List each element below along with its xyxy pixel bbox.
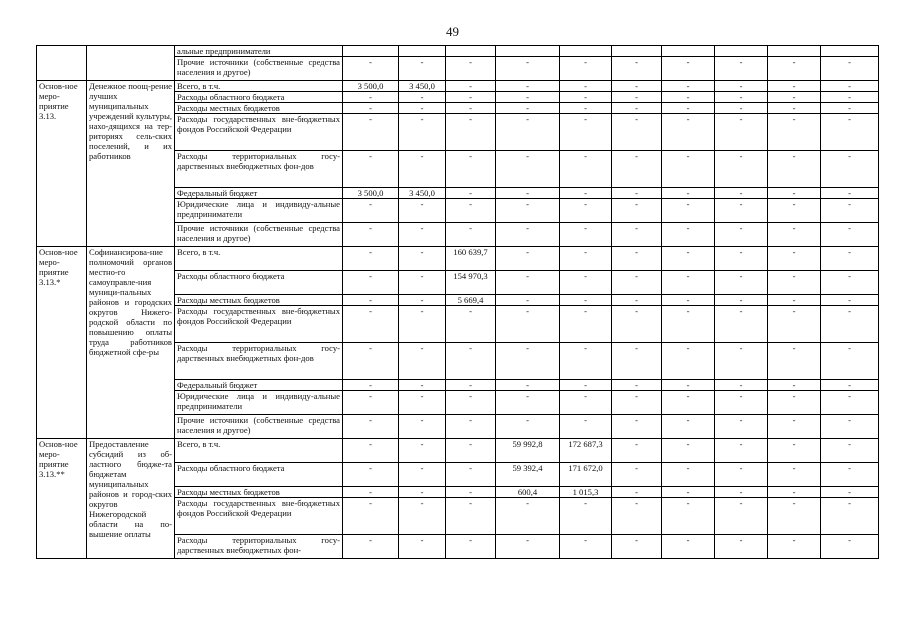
amount-cell: - — [343, 306, 399, 343]
amount-cell: - — [560, 92, 612, 103]
amount-cell: - — [446, 57, 496, 81]
amount-cell — [496, 46, 560, 57]
amount-cell: - — [612, 415, 662, 439]
amount-cell: - — [612, 535, 662, 559]
amount-cell: - — [446, 463, 496, 487]
amount-cell: - — [560, 151, 612, 188]
amount-cell: - — [446, 151, 496, 188]
amount-cell: - — [715, 535, 768, 559]
amount-cell: - — [343, 271, 399, 295]
amount-cell — [446, 46, 496, 57]
amount-cell: - — [612, 57, 662, 81]
amount-cell: - — [821, 247, 879, 271]
amount-cell: - — [612, 391, 662, 415]
amount-cell: - — [399, 535, 446, 559]
amount-cell: - — [560, 57, 612, 81]
amount-cell: - — [560, 415, 612, 439]
amount-cell: - — [821, 391, 879, 415]
amount-cell: - — [343, 535, 399, 559]
measure-code-cell: Основ-ное меро-приятие 3.13. — [37, 81, 87, 247]
amount-cell: - — [715, 463, 768, 487]
amount-cell: - — [399, 223, 446, 247]
amount-cell: - — [446, 188, 496, 199]
amount-cell: - — [496, 535, 560, 559]
amount-cell: - — [662, 188, 715, 199]
amount-cell: - — [612, 306, 662, 343]
amount-cell: 600,4 — [496, 487, 560, 498]
amount-cell: - — [715, 306, 768, 343]
amount-cell: - — [446, 306, 496, 343]
amount-cell: - — [496, 114, 560, 151]
amount-cell: - — [560, 271, 612, 295]
amount-cell: - — [821, 92, 879, 103]
amount-cell: - — [715, 415, 768, 439]
amount-cell: 3 500,0 — [343, 81, 399, 92]
amount-cell: - — [343, 199, 399, 223]
amount-cell: - — [496, 391, 560, 415]
amount-cell: - — [821, 487, 879, 498]
amount-cell: - — [399, 151, 446, 188]
amount-cell: - — [560, 306, 612, 343]
amount-cell: - — [768, 271, 821, 295]
amount-cell: - — [715, 247, 768, 271]
funding-source-cell: Всего, в т.ч. — [175, 81, 343, 92]
amount-cell: - — [768, 199, 821, 223]
amount-cell: - — [612, 295, 662, 306]
amount-cell: - — [496, 151, 560, 188]
funding-source-cell: Расходы государственных вне-бюджетных фондов Российской Федерации — [175, 306, 343, 343]
amount-cell: - — [662, 439, 715, 463]
amount-cell: - — [715, 103, 768, 114]
amount-cell: - — [496, 380, 560, 391]
amount-cell: - — [496, 247, 560, 271]
amount-cell: - — [343, 415, 399, 439]
table-row — [37, 81, 879, 92]
amount-cell: - — [446, 439, 496, 463]
funding-source-cell: Расходы государственных вне-бюджетных фондов Российской Федерации — [175, 498, 343, 535]
amount-cell: - — [612, 463, 662, 487]
amount-cell: - — [662, 415, 715, 439]
measure-name-cell: Софинансирова-ние полномочий органов местно-го самоуправле-ния муници-пальных районов и городских округов Нижего-родской области по повышению оплаты труда работников бюджетной сфе-ры — [87, 247, 175, 439]
measure-code-cell: Основ-ное меро-приятие 3.13.* — [37, 247, 87, 439]
amount-cell: 160 639,7 — [446, 247, 496, 271]
amount-cell: - — [768, 295, 821, 306]
amount-cell: - — [446, 535, 496, 559]
amount-cell: - — [399, 295, 446, 306]
amount-cell: - — [343, 295, 399, 306]
amount-cell — [768, 46, 821, 57]
amount-cell: 3 450,0 — [399, 188, 446, 199]
amount-cell: - — [662, 535, 715, 559]
amount-cell: - — [768, 92, 821, 103]
amount-cell: - — [496, 271, 560, 295]
amount-cell: - — [399, 487, 446, 498]
amount-cell: - — [662, 114, 715, 151]
amount-cell: - — [662, 391, 715, 415]
amount-cell: - — [715, 343, 768, 380]
amount-cell: 59 392,4 — [496, 463, 560, 487]
amount-cell: - — [560, 223, 612, 247]
funding-source-cell: Федеральный бюджет — [175, 188, 343, 199]
amount-cell: - — [662, 223, 715, 247]
amount-cell: - — [496, 223, 560, 247]
measure-code-cell — [37, 46, 87, 81]
amount-cell: - — [560, 81, 612, 92]
amount-cell: - — [399, 114, 446, 151]
amount-cell: - — [343, 391, 399, 415]
amount-cell: - — [662, 92, 715, 103]
amount-cell: - — [715, 57, 768, 81]
amount-cell: - — [768, 223, 821, 247]
amount-cell: - — [768, 114, 821, 151]
amount-cell: - — [560, 199, 612, 223]
funding-source-cell: Юридические лица и индивиду-альные предприниматели — [175, 199, 343, 223]
amount-cell: - — [446, 103, 496, 114]
amount-cell: - — [446, 199, 496, 223]
amount-cell — [715, 46, 768, 57]
amount-cell: - — [821, 295, 879, 306]
amount-cell — [343, 46, 399, 57]
amount-cell: - — [343, 487, 399, 498]
amount-cell: 172 687,3 — [560, 439, 612, 463]
amount-cell: - — [821, 498, 879, 535]
amount-cell: - — [715, 81, 768, 92]
amount-cell — [560, 46, 612, 57]
amount-cell: - — [715, 391, 768, 415]
funding-source-cell: альные предприниматели — [175, 46, 343, 57]
measure-name-cell: Предоставление субсидий из об-ластного бюдже-та бюджетам муниципальных районов и город-ских округов Нижегородской области на по-вышение оплаты — [87, 439, 175, 559]
funding-source-cell: Расходы территориальных госу-дарственных внебюджетных фон-дов — [175, 151, 343, 188]
amount-cell: - — [560, 391, 612, 415]
amount-cell: - — [399, 199, 446, 223]
funding-source-cell: Расходы областного бюджета — [175, 271, 343, 295]
amount-cell: - — [662, 487, 715, 498]
amount-cell: - — [496, 57, 560, 81]
amount-cell: 171 672,0 — [560, 463, 612, 487]
amount-cell: - — [768, 151, 821, 188]
amount-cell: - — [662, 463, 715, 487]
amount-cell: - — [821, 439, 879, 463]
amount-cell: - — [560, 343, 612, 380]
amount-cell: - — [612, 199, 662, 223]
amount-cell: - — [612, 487, 662, 498]
amount-cell: - — [768, 498, 821, 535]
amount-cell: 3 500,0 — [343, 188, 399, 199]
amount-cell: - — [612, 114, 662, 151]
amount-cell: - — [768, 247, 821, 271]
amount-cell: - — [768, 391, 821, 415]
amount-cell: - — [343, 439, 399, 463]
amount-cell: - — [612, 247, 662, 271]
amount-cell: 5 669,4 — [446, 295, 496, 306]
amount-cell: - — [662, 57, 715, 81]
funding-source-cell: Расходы областного бюджета — [175, 92, 343, 103]
funding-source-cell: Всего, в т.ч. — [175, 439, 343, 463]
amount-cell: - — [496, 295, 560, 306]
amount-cell: - — [662, 343, 715, 380]
amount-cell: - — [821, 81, 879, 92]
amount-cell: - — [399, 271, 446, 295]
amount-cell: - — [399, 463, 446, 487]
amount-cell: - — [715, 487, 768, 498]
table-row — [37, 247, 879, 271]
amount-cell: - — [446, 380, 496, 391]
amount-cell: - — [560, 103, 612, 114]
amount-cell: - — [768, 463, 821, 487]
amount-cell: - — [560, 380, 612, 391]
amount-cell: 59 992,8 — [496, 439, 560, 463]
funding-source-cell: Прочие источники (собственные средства населения и другое) — [175, 415, 343, 439]
funding-source-cell: Расходы государственных вне-бюджетных фондов Российской Федерации — [175, 114, 343, 151]
amount-cell: - — [821, 223, 879, 247]
amount-cell: - — [768, 535, 821, 559]
amount-cell — [821, 46, 879, 57]
amount-cell: - — [560, 295, 612, 306]
amount-cell: - — [821, 463, 879, 487]
amount-cell: - — [496, 343, 560, 380]
amount-cell: - — [399, 92, 446, 103]
amount-cell: - — [399, 247, 446, 271]
amount-cell: - — [715, 188, 768, 199]
amount-cell: - — [768, 487, 821, 498]
funding-source-cell: Расходы территориальных госу-дарственных внебюджетных фон- — [175, 535, 343, 559]
funding-source-cell: Расходы территориальных госу-дарственных внебюджетных фон-дов — [175, 343, 343, 380]
amount-cell: - — [662, 199, 715, 223]
amount-cell: - — [821, 380, 879, 391]
funding-source-cell: Всего, в т.ч. — [175, 247, 343, 271]
amount-cell: 3 450,0 — [399, 81, 446, 92]
budget-table — [36, 45, 879, 559]
amount-cell: - — [560, 188, 612, 199]
amount-cell: - — [662, 271, 715, 295]
amount-cell: - — [768, 188, 821, 199]
amount-cell: - — [496, 199, 560, 223]
amount-cell: - — [821, 114, 879, 151]
table-row — [37, 46, 879, 57]
amount-cell: - — [612, 223, 662, 247]
funding-source-cell: Федеральный бюджет — [175, 380, 343, 391]
amount-cell: - — [496, 415, 560, 439]
amount-cell: - — [612, 103, 662, 114]
amount-cell: - — [768, 103, 821, 114]
amount-cell: - — [821, 343, 879, 380]
amount-cell: - — [768, 57, 821, 81]
amount-cell: - — [612, 271, 662, 295]
amount-cell: - — [343, 92, 399, 103]
amount-cell: - — [662, 81, 715, 92]
amount-cell: - — [612, 188, 662, 199]
amount-cell: - — [715, 151, 768, 188]
amount-cell: - — [715, 380, 768, 391]
amount-cell: - — [768, 343, 821, 380]
amount-cell: - — [399, 57, 446, 81]
amount-cell: - — [821, 306, 879, 343]
amount-cell: - — [496, 306, 560, 343]
amount-cell — [662, 46, 715, 57]
amount-cell: - — [821, 103, 879, 114]
amount-cell: - — [399, 380, 446, 391]
measure-name-cell — [87, 46, 175, 81]
amount-cell: - — [715, 498, 768, 535]
amount-cell: - — [446, 487, 496, 498]
page-number: 49 — [446, 24, 459, 39]
amount-cell: - — [343, 343, 399, 380]
amount-cell: - — [446, 343, 496, 380]
measure-code-cell: Основ-ное меро-приятие 3.13.** — [37, 439, 87, 559]
amount-cell: - — [821, 415, 879, 439]
amount-cell: - — [612, 92, 662, 103]
amount-cell: - — [821, 57, 879, 81]
amount-cell: - — [715, 271, 768, 295]
amount-cell: - — [343, 380, 399, 391]
funding-source-cell: Расходы местных бюджетов — [175, 487, 343, 498]
amount-cell: - — [343, 114, 399, 151]
amount-cell: - — [399, 306, 446, 343]
amount-cell: - — [343, 463, 399, 487]
amount-cell: - — [399, 103, 446, 114]
amount-cell: - — [715, 199, 768, 223]
amount-cell: - — [399, 391, 446, 415]
amount-cell: - — [821, 535, 879, 559]
amount-cell: - — [612, 439, 662, 463]
funding-source-cell: Расходы областного бюджета — [175, 463, 343, 487]
funding-source-cell: Прочие источники (собственные средства населения и другое) — [175, 223, 343, 247]
amount-cell: - — [560, 247, 612, 271]
amount-cell: - — [496, 188, 560, 199]
amount-cell: - — [343, 103, 399, 114]
amount-cell: - — [446, 92, 496, 103]
amount-cell: - — [446, 415, 496, 439]
amount-cell: - — [715, 439, 768, 463]
amount-cell: - — [821, 199, 879, 223]
amount-cell: - — [496, 92, 560, 103]
amount-cell: - — [821, 271, 879, 295]
amount-cell — [612, 46, 662, 57]
amount-cell: - — [343, 247, 399, 271]
funding-source-cell: Расходы местных бюджетов — [175, 103, 343, 114]
amount-cell: - — [496, 81, 560, 92]
amount-cell: - — [662, 103, 715, 114]
amount-cell: - — [612, 343, 662, 380]
amount-cell: - — [768, 380, 821, 391]
amount-cell: - — [560, 114, 612, 151]
amount-cell: - — [821, 188, 879, 199]
amount-cell: - — [560, 498, 612, 535]
funding-source-cell: Расходы местных бюджетов — [175, 295, 343, 306]
amount-cell: - — [768, 439, 821, 463]
amount-cell: - — [560, 535, 612, 559]
amount-cell: - — [446, 81, 496, 92]
amount-cell: - — [446, 223, 496, 247]
amount-cell: - — [343, 223, 399, 247]
amount-cell: - — [662, 380, 715, 391]
funding-source-cell: Прочие источники (собственные средства населения и другое) — [175, 57, 343, 81]
measure-name-cell: Денежное поощ-рение лучших муниципальных учреждений культуры, нахо-дящихся на тер-риториях сель-ских поселений, и их работников — [87, 81, 175, 247]
amount-cell: - — [496, 103, 560, 114]
amount-cell: - — [343, 151, 399, 188]
amount-cell: - — [715, 223, 768, 247]
funding-source-cell: Юридические лица и индивиду-альные предприниматели — [175, 391, 343, 415]
amount-cell: - — [446, 498, 496, 535]
amount-cell: - — [399, 498, 446, 535]
amount-cell: - — [662, 306, 715, 343]
amount-cell: - — [768, 81, 821, 92]
amount-cell: - — [343, 57, 399, 81]
amount-cell: - — [662, 498, 715, 535]
amount-cell: - — [446, 114, 496, 151]
amount-cell: - — [821, 151, 879, 188]
amount-cell: - — [662, 151, 715, 188]
amount-cell: - — [715, 92, 768, 103]
amount-cell: - — [768, 415, 821, 439]
amount-cell: 1 015,3 — [560, 487, 612, 498]
amount-cell: - — [715, 295, 768, 306]
amount-cell: - — [662, 295, 715, 306]
amount-cell: - — [612, 151, 662, 188]
amount-cell: - — [612, 380, 662, 391]
amount-cell: - — [399, 343, 446, 380]
amount-cell: - — [662, 247, 715, 271]
amount-cell: - — [612, 81, 662, 92]
amount-cell: - — [768, 306, 821, 343]
amount-cell: - — [399, 439, 446, 463]
amount-cell: - — [343, 498, 399, 535]
amount-cell: 154 970,3 — [446, 271, 496, 295]
amount-cell — [399, 46, 446, 57]
table-row — [37, 439, 879, 463]
amount-cell: - — [446, 391, 496, 415]
amount-cell: - — [715, 114, 768, 151]
amount-cell: - — [399, 415, 446, 439]
amount-cell: - — [496, 498, 560, 535]
amount-cell: - — [612, 498, 662, 535]
